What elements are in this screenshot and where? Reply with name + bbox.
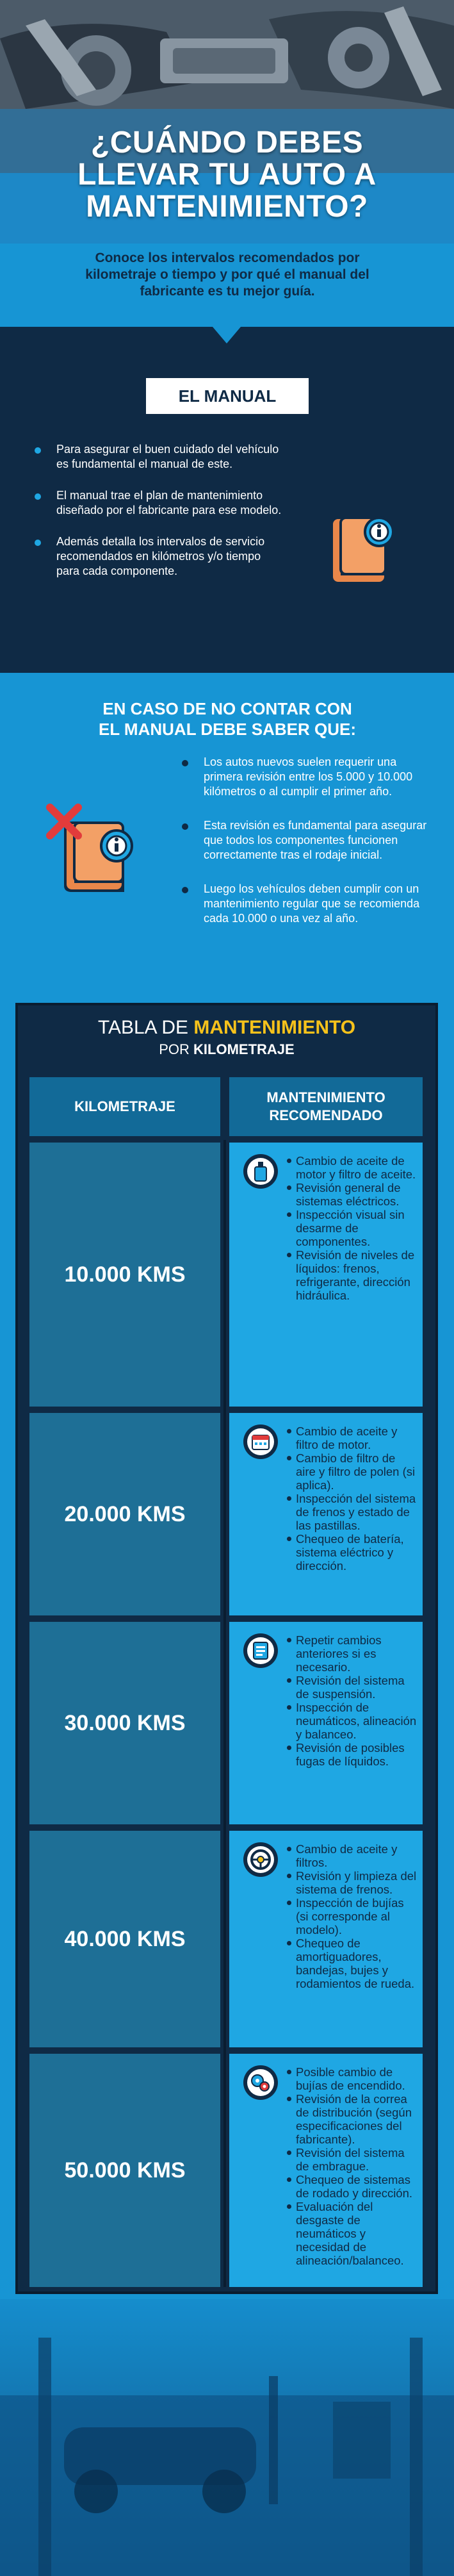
list-item: Además detalla los intervalos de servicio recomendados en kilómetros y/o tiempo para cada componente. — [35, 534, 284, 579]
list-item: Los autos nuevos suelen requerir una primera revisión entre los 5.000 y 10.000 kilómetros o al cumplir el primer año. — [182, 755, 432, 799]
bullet-dot-icon — [35, 447, 41, 454]
list-item: Luego los vehículos deben cumplir con un mantenimiento regular que se recomienda cada 10.000 o una vez al año. — [182, 882, 432, 926]
table-row-km: 40.000 KMS — [29, 1831, 220, 2047]
no-manual-bullet-list — [182, 755, 432, 945]
list-item: Revisión de posibles fugas de líquidos. — [287, 1741, 418, 1768]
table-title: TABLA DE MANTENIMIENTO — [97, 1017, 356, 1038]
intro-section — [0, 244, 454, 334]
steering-wheel-icon — [242, 1841, 279, 1878]
list-item: Revisión de niveles de líquidos: frenos, refrigerante, dirección hidráulica. — [287, 1248, 418, 1302]
list-item: Posible cambio de bujías de encendido. — [287, 2065, 418, 2092]
list-item: Revisión de la correa de distribución (según especificaciones del fabricante). — [287, 2092, 418, 2146]
list-item: Chequeo de sistemas de rodado y dirección. — [287, 2173, 418, 2200]
gears-icon — [242, 2064, 279, 2101]
list-item: Cambio de aceite y filtro de motor. — [287, 1424, 418, 1451]
table-row-maintenance — [229, 1143, 423, 1407]
timeline-divider — [220, 1140, 229, 2287]
list-item: Esta revisión es fundamental para asegurar que todos los componentes funcionen correctamente tras el rodaje inicial. — [182, 818, 432, 863]
table-row-maintenance — [229, 1622, 423, 1824]
no-manual-icon — [46, 801, 142, 897]
section-notch — [213, 327, 241, 343]
bullet-dot-icon — [182, 823, 188, 830]
bullet-dot-icon — [182, 760, 188, 766]
no-manual-section — [0, 673, 454, 1006]
table-row-km: 30.000 KMS — [29, 1622, 220, 1824]
table-row-maintenance — [229, 1413, 423, 1615]
list-item: El manual trae el plan de mantenimiento diseñado por el fabricante para ese modelo. — [35, 488, 284, 518]
checklist-icon — [242, 1632, 279, 1669]
table-row-km: 10.000 KMS — [29, 1143, 220, 1407]
manual-heading: EL MANUAL — [146, 378, 309, 414]
manual-book-icon — [327, 511, 397, 588]
garage-illustration — [0, 2299, 454, 2576]
bullet-dot-icon — [35, 540, 41, 546]
table-row-km: 50.000 KMS — [29, 2054, 220, 2287]
list-item: Inspección de neumáticos, alineación y balanceo. — [287, 1701, 418, 1741]
page-title: ¿CUÁNDO DEBES LLEVAR TU AUTO A MANTENIMIENTO? — [77, 126, 377, 224]
list-item: Chequeo de batería, sistema eléctrico y dirección. — [287, 1532, 418, 1573]
bullet-dot-icon — [182, 887, 188, 893]
list-item: Chequeo de amortiguadores, bandejas, bujes y rodamientos de rueda. — [287, 1936, 418, 1990]
manual-bullet-list — [35, 442, 284, 595]
list-item: Cambio de filtro de aire y filtro de polen (si aplica). — [287, 1451, 418, 1492]
list-item: Revisión general de sistemas eléctricos. — [287, 1181, 418, 1208]
column-header-km: KILOMETRAJE — [29, 1077, 220, 1136]
calendar-icon — [242, 1423, 279, 1460]
list-item: Para asegurar el buen cuidado del vehículo es fundamental el manual de este. — [35, 442, 284, 472]
intro-text: Conoce los intervalos recomendados por kilometraje o tiempo y por qué el manual del fabricante es tu mejor guía. — [85, 251, 369, 299]
list-item: Inspección del sistema de frenos y estado de las pastillas. — [287, 1492, 418, 1532]
maintenance-table — [15, 1003, 438, 2294]
oil-bottle-icon — [242, 1153, 279, 1190]
list-item: Cambio de aceite y filtros. — [287, 1842, 418, 1869]
list-item: Cambio de aceite de motor y filtro de aceite. — [287, 1154, 418, 1181]
table-row-maintenance — [229, 1831, 423, 2047]
table-row-maintenance — [229, 2054, 423, 2287]
garage-photo-footer — [0, 2299, 454, 2576]
column-header-maintenance: MANTENIMIENTO RECOMENDADO — [229, 1077, 423, 1136]
list-item: Revisión y limpieza del sistema de frenos. — [287, 1869, 418, 1896]
table-row-km: 20.000 KMS — [29, 1413, 220, 1615]
manual-section — [0, 327, 454, 673]
list-item: Evaluación del desgaste de neumáticos y necesidad de alineación/balanceo. — [287, 2200, 418, 2267]
no-manual-title: EN CASO DE NO CONTAR CON EL MANUAL DEBE SABER QUE: — [98, 699, 357, 739]
list-item: Revisión del sistema de suspensión. — [287, 1674, 418, 1701]
list-item: Repetir cambios anteriores si es necesario. — [287, 1633, 418, 1674]
list-item: Inspección de bujías (si corresponde al modelo). — [287, 1896, 418, 1936]
table-subtitle: POR KILOMETRAJE — [159, 1041, 295, 1057]
list-item: Inspección visual sin desarme de componentes. — [287, 1208, 418, 1248]
list-item: Revisión del sistema de embrague. — [287, 2146, 418, 2173]
bullet-dot-icon — [35, 493, 41, 500]
hero-banner — [0, 0, 454, 244]
